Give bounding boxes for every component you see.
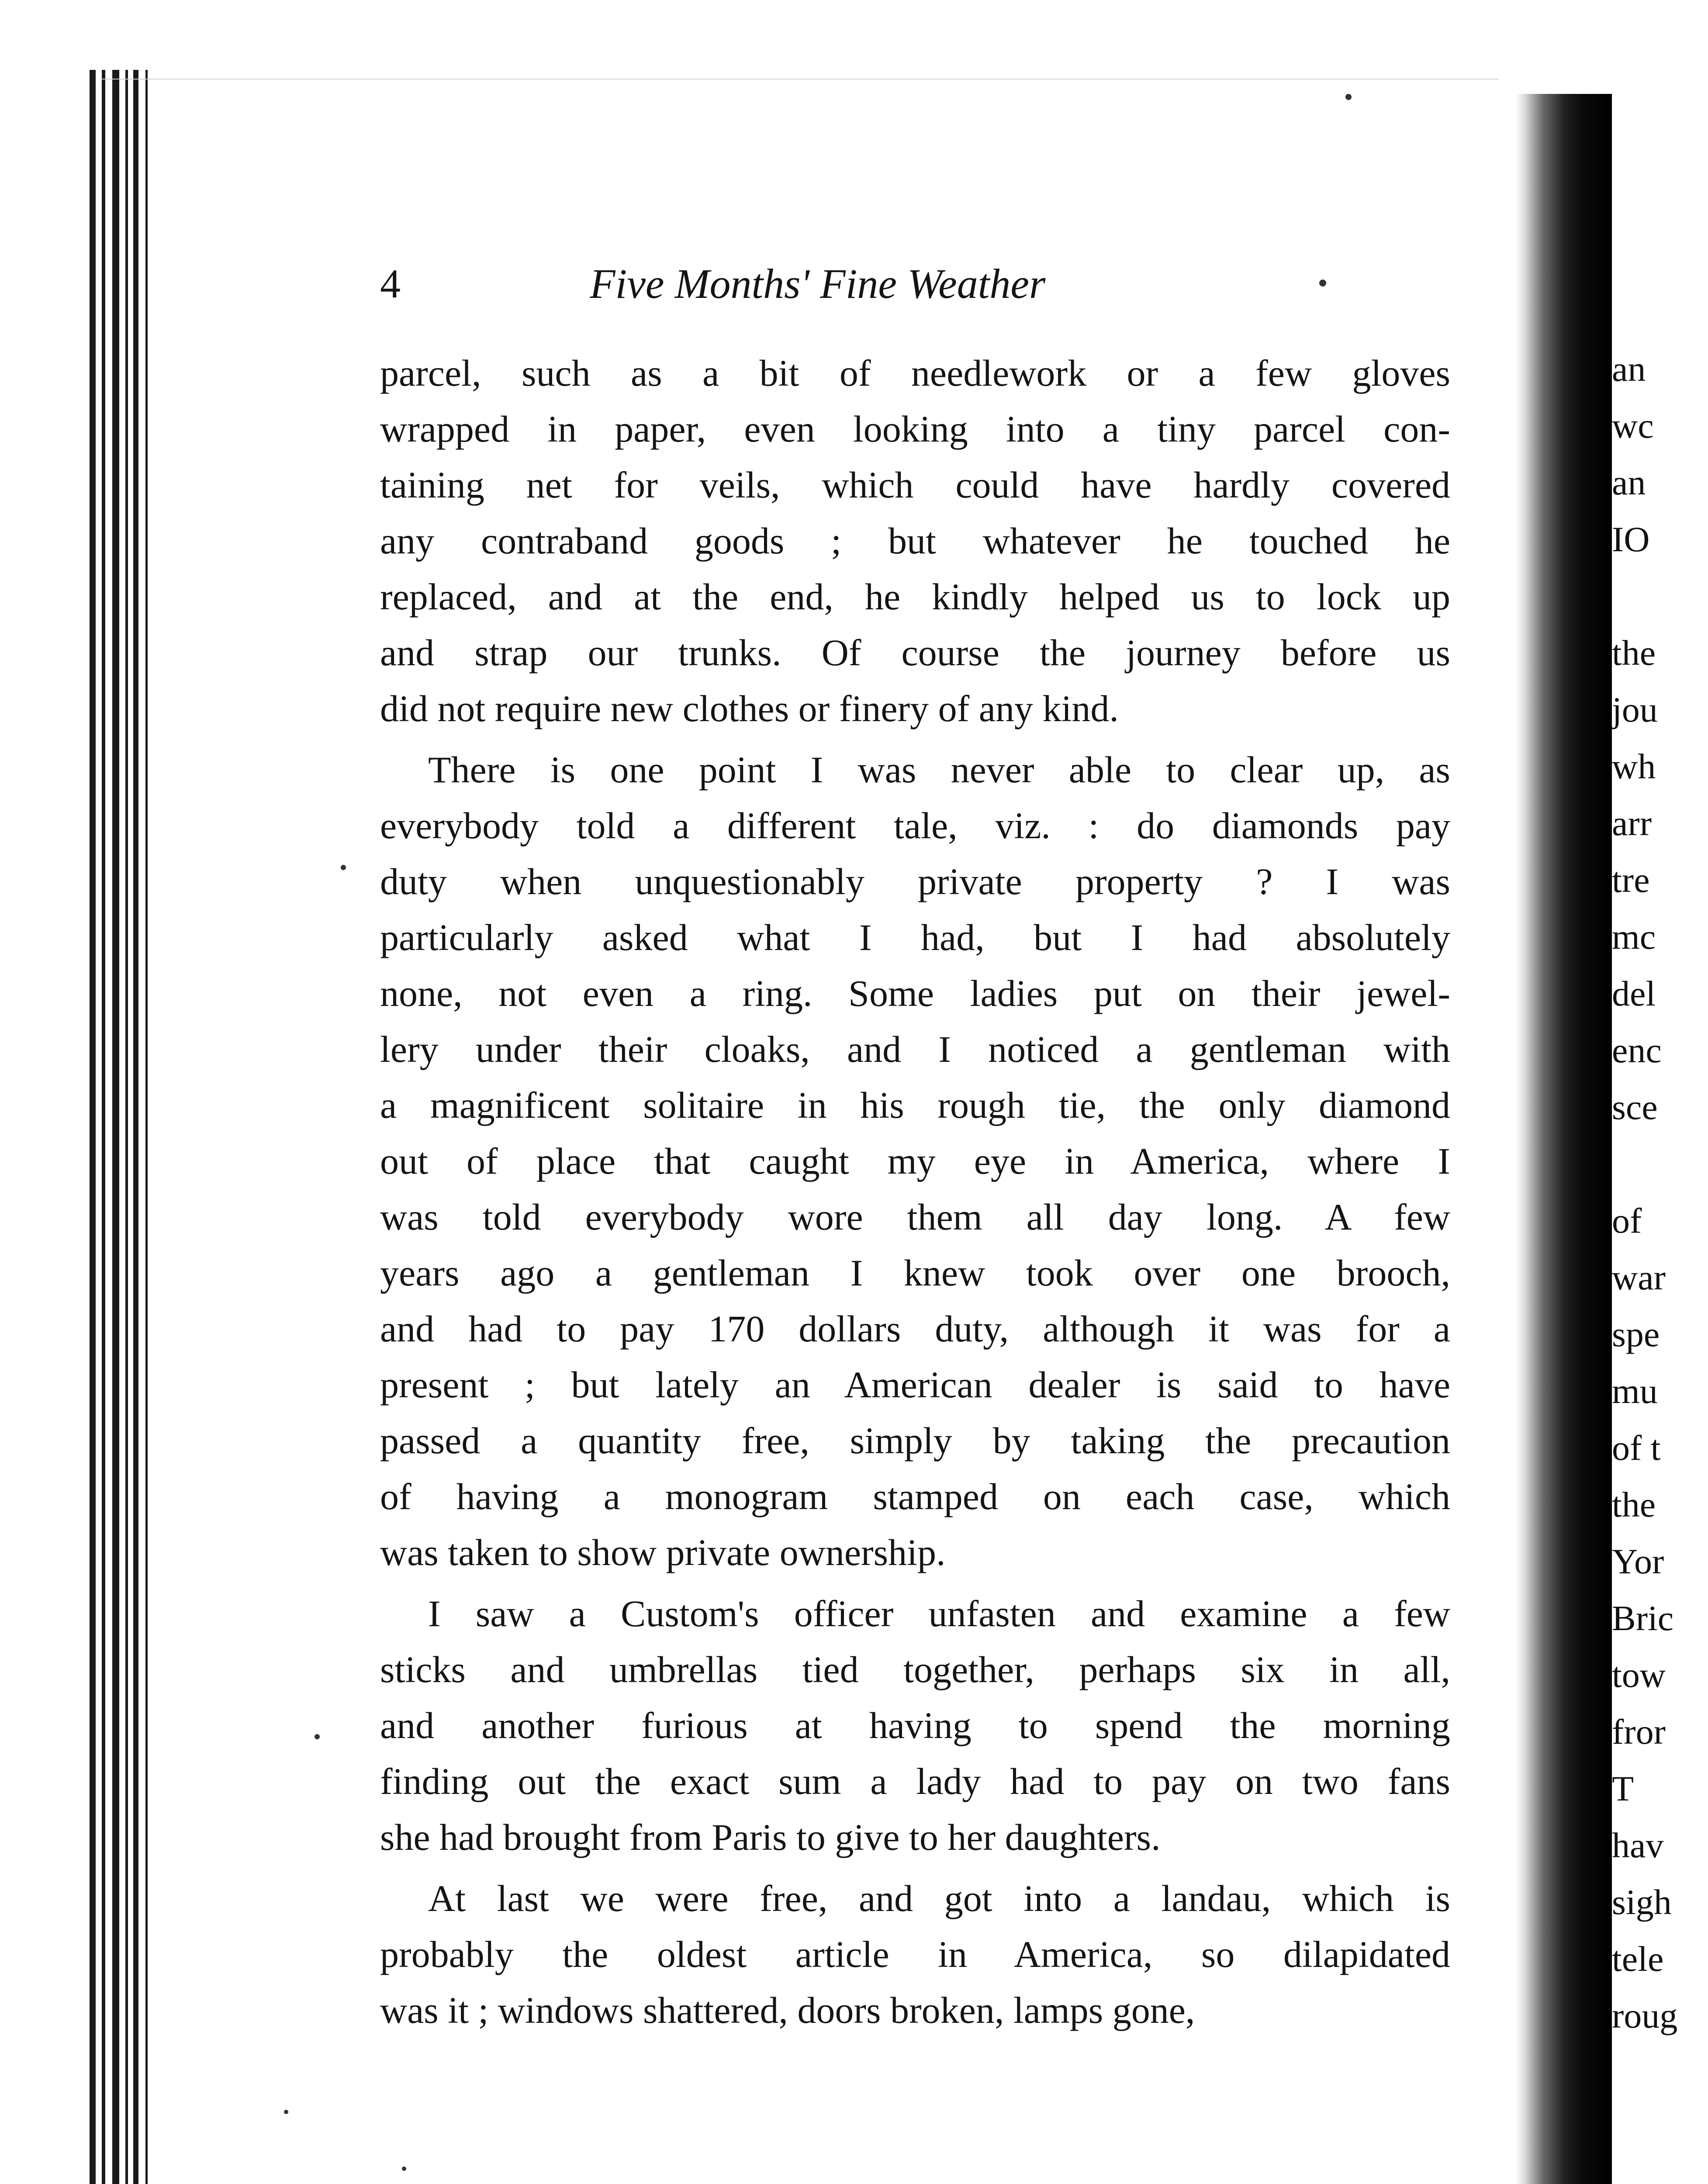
facing-page-fragment: roug — [1612, 1996, 1678, 2035]
facing-page-fragment: sigh — [1612, 1882, 1672, 1922]
running-title: Five Months' Fine Weather — [590, 260, 1046, 307]
text-line: sticks and umbrellas tied together, perhaps six in all, — [380, 1648, 1450, 1690]
facing-page-fragment: of t — [1612, 1428, 1661, 1468]
text-line: There is one point I was never able to clear up, as — [428, 749, 1450, 791]
facing-page-fragment: the — [1612, 633, 1656, 673]
text-line: and strap our trunks. Of course the journey before us — [380, 632, 1450, 674]
text-line: finding out the exact sum a lady had to pay on two fans — [380, 1760, 1450, 1802]
facing-page-fragment: an — [1612, 463, 1646, 502]
text-line: present ; but lately an American dealer is said to have — [380, 1364, 1450, 1406]
text-line: she had brought from Paris to give to her daughters. — [380, 1816, 1161, 1858]
text-line: parcel, such as a bit of needlework or a few gloves — [380, 352, 1450, 394]
running-header — [380, 253, 1450, 314]
text-line: did not require new clothes or finery of any kind. — [380, 688, 1119, 729]
facing-page-fragment: Yor — [1612, 1541, 1664, 1581]
scan-speck — [402, 2167, 406, 2171]
text-line: any contraband goods ; but whatever he touched he — [380, 520, 1450, 562]
paragraph — [380, 345, 1450, 736]
facing-page-fragment: tele — [1612, 1939, 1664, 1979]
facing-page-fragment: war — [1612, 1258, 1666, 1297]
text-line: of having a monogram stamped on each case, which — [380, 1476, 1450, 1517]
facing-page-fragment: IO — [1612, 519, 1650, 559]
facing-page-fragment: tre — [1612, 860, 1650, 900]
facing-page-fragment: fror — [1612, 1712, 1666, 1752]
text-line: a magnificent solitaire in his rough tie, the only diamond — [380, 1084, 1450, 1126]
text-line: out of place that caught my eye in America, where I — [380, 1140, 1450, 1182]
text-line: was taken to show private ownership. — [380, 1531, 946, 1573]
facing-page-fragment: tow — [1612, 1655, 1666, 1695]
facing-page-fragment: wh — [1612, 746, 1656, 786]
text-line: was told everybody wore them all day long. A few — [380, 1196, 1450, 1238]
text-line: duty when unquestionably private property ? I was — [380, 860, 1450, 902]
text-line: At last we were free, and got into a landau, which is — [428, 1877, 1450, 1919]
facing-page-fragment: jou — [1612, 690, 1658, 729]
text-line: I saw a Custom's officer unfasten and examine a few — [428, 1593, 1450, 1635]
facing-page-fragment: an — [1612, 349, 1646, 389]
facing-page-fragment: the — [1612, 1485, 1656, 1524]
facing-page-fragment: hav — [1612, 1825, 1664, 1865]
facing-page-fragment: arr — [1612, 803, 1652, 843]
facing-page-fragment: del — [1612, 974, 1656, 1013]
text-line: and had to pay 170 dollars duty, although it was for a — [380, 1308, 1450, 1350]
scan-speck — [315, 1734, 320, 1739]
paragraph — [380, 1870, 1450, 2038]
text-line: was it ; windows shattered, doors broken, lamps gone, — [380, 1989, 1195, 2031]
facing-page-fragment: spe — [1612, 1314, 1660, 1354]
facing-page-shadow — [1516, 94, 1612, 2184]
facing-page-fragment: Bric — [1612, 1598, 1674, 1638]
text-line: passed a quantity free, simply by taking the precaution — [380, 1420, 1450, 1462]
text-line: everybody told a different tale, viz. : do diamonds pay — [380, 805, 1450, 847]
text-line: none, not even a ring. Some ladies put on their jewel- — [380, 972, 1450, 1014]
text-line: wrapped in paper, even looking into a tiny parcel con- — [380, 408, 1450, 450]
facing-page-fragment: sce — [1612, 1087, 1658, 1127]
facing-page-fragment: T — [1612, 1769, 1634, 1808]
text-line: particularly asked what I had, but I had absolutely — [380, 916, 1450, 958]
text-line: taining net for veils, which could have hardly covered — [380, 464, 1450, 506]
text-line: lery under their cloaks, and I noticed a gentleman with — [380, 1028, 1450, 1070]
scan-speck — [341, 865, 346, 870]
binding-gutter-marks — [90, 70, 181, 2184]
facing-page-fragment: mu — [1612, 1371, 1658, 1411]
paragraph — [380, 1586, 1450, 1865]
scan-speck — [1345, 94, 1352, 100]
text-line: probably the oldest article in America, so dilapidated — [380, 1933, 1450, 1975]
text-line: and another furious at having to spend the morning — [380, 1704, 1450, 1746]
facing-page-fragments — [1612, 341, 1708, 2044]
facing-page-fragment: of — [1612, 1201, 1642, 1241]
scan-speck — [284, 2110, 288, 2114]
facing-page-fragment: enc — [1612, 1030, 1662, 1070]
text-line: replaced, and at the end, he kindly helped us to lock up — [380, 576, 1450, 618]
facing-page-fragment — [1612, 1136, 1708, 1192]
facing-page-fragment — [1612, 568, 1708, 625]
paragraph — [380, 742, 1450, 1580]
facing-page-fragment: mc — [1612, 917, 1656, 957]
text-line: years ago a gentleman I knew took over one brooch, — [380, 1252, 1450, 1294]
facing-page-fragment: wc — [1612, 406, 1654, 446]
page-number: 4 — [380, 261, 401, 307]
body-text — [380, 345, 1450, 2043]
